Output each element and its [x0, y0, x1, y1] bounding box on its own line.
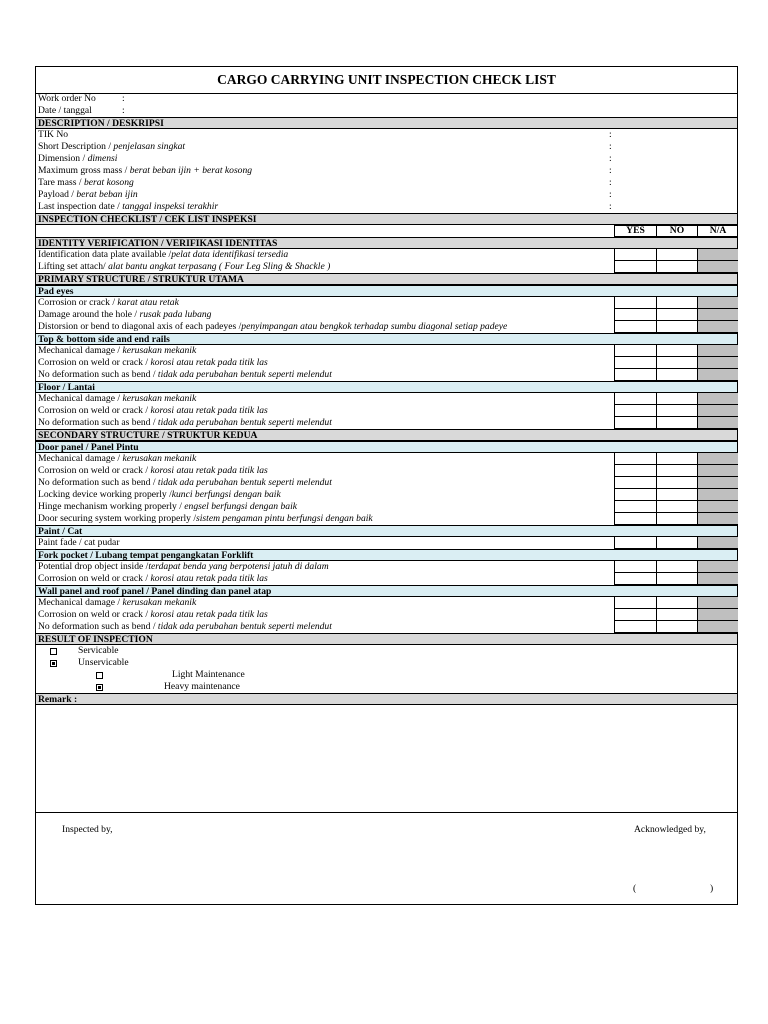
- field-italic: berat kosong: [83, 177, 134, 188]
- description-field: [36, 201, 737, 213]
- na-cell[interactable]: [697, 561, 738, 573]
- no-cell[interactable]: [656, 297, 697, 309]
- na-cell[interactable]: [697, 609, 738, 621]
- yes-cell[interactable]: [614, 249, 656, 261]
- yes-cell[interactable]: [614, 501, 656, 513]
- field-colon: :: [609, 165, 612, 176]
- checklist-heading: [36, 213, 737, 225]
- column-header-yes: YES: [614, 225, 656, 237]
- check-item: [36, 393, 737, 405]
- item-text: Corrosion on weld or crack /: [38, 609, 151, 620]
- check-item: [36, 513, 737, 525]
- item-text: Hinge mechanism working properly /: [38, 501, 185, 512]
- field-colon: :: [609, 177, 612, 188]
- no-cell[interactable]: [656, 537, 697, 549]
- no-cell[interactable]: [656, 453, 697, 465]
- check-item: [36, 621, 737, 633]
- field-label: Date / tanggal: [38, 105, 92, 116]
- na-cell[interactable]: [697, 597, 738, 609]
- check-item: [36, 249, 737, 261]
- yes-cell[interactable]: [614, 309, 656, 321]
- answer-cells: [614, 537, 738, 549]
- na-cell[interactable]: [697, 513, 738, 525]
- check-item: [36, 489, 737, 501]
- item-text: Lifting set attach/: [38, 261, 109, 272]
- yes-cell[interactable]: [614, 261, 656, 273]
- na-cell[interactable]: [697, 537, 738, 549]
- item-text: Damage around the hole /: [38, 309, 140, 320]
- item-italic: engsel berfungsi dengan baik: [184, 501, 297, 512]
- field-colon: :: [609, 141, 612, 152]
- item-text: Paint fade / cat pudar: [38, 537, 120, 548]
- light-checkbox[interactable]: [96, 672, 103, 679]
- remark-area[interactable]: [36, 705, 737, 812]
- answer-cells: [614, 345, 738, 357]
- yes-cell[interactable]: [614, 369, 656, 381]
- no-cell[interactable]: [656, 513, 697, 525]
- signature-paren-close: ): [710, 883, 714, 894]
- check-item: [36, 501, 737, 513]
- item-italic: tidak ada perubahan bentuk seperti melendut: [157, 477, 332, 488]
- description-field: [36, 129, 737, 141]
- check-item: [36, 345, 737, 357]
- servicable-label: Servicable: [78, 645, 119, 656]
- checklist-form: [35, 66, 738, 905]
- check-item: [36, 405, 737, 417]
- check-item: [36, 297, 737, 309]
- item-text: Corrosion or crack /: [38, 297, 118, 308]
- description-heading-label: DESCRIPTION / DESKRIPSI: [38, 118, 164, 129]
- field-colon: :: [609, 201, 612, 212]
- answer-cells: [614, 561, 738, 573]
- na-cell[interactable]: [697, 249, 738, 261]
- item-text: Door securing system working properly /: [38, 513, 197, 524]
- unservicable-checkbox[interactable]: [50, 660, 57, 667]
- item-italic: kunci berfungsi dengan baik: [171, 489, 281, 500]
- item-text: Mechanical damage /: [38, 453, 123, 464]
- item-text: Identification data plate available /: [38, 249, 172, 260]
- na-cell[interactable]: [697, 345, 738, 357]
- no-cell[interactable]: [656, 609, 697, 621]
- yes-cell[interactable]: [614, 393, 656, 405]
- secondary-heading-label: SECONDARY STRUCTURE / STRUKTUR KEDUA: [38, 430, 258, 441]
- header-field-0: [36, 93, 737, 105]
- field-colon: :: [122, 105, 125, 116]
- check-item: [36, 609, 737, 621]
- group-heading-label: Paint / Cat: [38, 526, 83, 537]
- item-italic: karat atau retak: [117, 297, 179, 308]
- item-italic: alat bantu angkat terpasang ( Four Leg Sling & Shackle ): [108, 261, 331, 272]
- field-italic: berat beban ijin + berat kosong: [129, 165, 253, 176]
- na-cell[interactable]: [697, 573, 738, 585]
- na-cell[interactable]: [697, 501, 738, 513]
- field-italic: penjelasan singkat: [113, 141, 186, 152]
- field-colon: :: [609, 189, 612, 200]
- answer-cells: [614, 597, 738, 609]
- check-item: [36, 417, 737, 429]
- no-cell[interactable]: [656, 465, 697, 477]
- field-label: Maximum gross mass /: [38, 165, 130, 176]
- na-cell[interactable]: [697, 297, 738, 309]
- group-heading: [36, 333, 737, 345]
- column-header-na: N/A: [697, 225, 738, 237]
- item-italic: tidak ada perubahan bentuk seperti melendut: [157, 417, 332, 428]
- remark-heading: [36, 693, 737, 705]
- item-italic: korosi atau retak pada titik las: [150, 609, 268, 620]
- field-italic: berat beban ijin: [76, 189, 138, 200]
- no-cell[interactable]: [656, 501, 697, 513]
- yes-cell[interactable]: [614, 597, 656, 609]
- no-cell[interactable]: [656, 309, 697, 321]
- item-italic: penyimpangan atau bengkok terhadap sumbu diagonal setiap padeye: [241, 321, 508, 332]
- answer-cells: [614, 297, 738, 309]
- acknowledged-by-label: Acknowledged by,: [634, 824, 706, 835]
- result-heading: [36, 633, 737, 645]
- check-item: [36, 369, 737, 381]
- na-cell[interactable]: [697, 309, 738, 321]
- yes-cell[interactable]: [614, 405, 656, 417]
- signature-paren-open: (: [633, 883, 637, 894]
- item-text: Corrosion on weld or crack /: [38, 357, 151, 368]
- na-cell[interactable]: [697, 621, 738, 633]
- item-italic: korosi atau retak pada titik las: [150, 405, 268, 416]
- field-label: Last inspection date /: [38, 201, 123, 212]
- heavy-checkbox[interactable]: [96, 684, 103, 691]
- na-cell[interactable]: [697, 393, 738, 405]
- group-heading: [36, 585, 737, 597]
- group-heading: [36, 381, 737, 393]
- item-italic: kerusakan mekanik: [122, 453, 197, 464]
- no-cell[interactable]: [656, 621, 697, 633]
- field-label: Short Description /: [38, 141, 114, 152]
- group-heading-label: Top & bottom side and end rails: [38, 334, 170, 345]
- yes-cell[interactable]: [614, 345, 656, 357]
- field-label: TIK No: [38, 129, 69, 140]
- item-text: No deformation such as bend /: [38, 369, 158, 380]
- no-cell[interactable]: [656, 573, 697, 585]
- no-cell[interactable]: [656, 321, 697, 333]
- yes-cell[interactable]: [614, 417, 656, 429]
- description-field: [36, 165, 737, 177]
- group-heading: [36, 549, 737, 561]
- check-item: [36, 573, 737, 585]
- yes-cell[interactable]: [614, 609, 656, 621]
- no-cell[interactable]: [656, 345, 697, 357]
- field-italic: tanggal inspeksi terakhir: [122, 201, 219, 212]
- answer-cells: [614, 369, 738, 381]
- item-italic: korosi atau retak pada titik las: [150, 465, 268, 476]
- column-header-row: [36, 225, 737, 237]
- answer-cells: [614, 477, 738, 489]
- item-text: Locking device working properly /: [38, 489, 172, 500]
- yes-cell[interactable]: [614, 489, 656, 501]
- check-item: [36, 561, 737, 573]
- check-item: [36, 597, 737, 609]
- check-item: [36, 357, 737, 369]
- item-text: No deformation such as bend /: [38, 477, 158, 488]
- check-item: [36, 453, 737, 465]
- unservicable-label: Unservicable: [78, 657, 129, 668]
- light-label: Light Maintenance: [172, 669, 245, 680]
- item-italic: korosi atau retak pada titik las: [150, 357, 268, 368]
- checklist-heading-label: INSPECTION CHECKLIST / CEK LIST INSPEKSI: [38, 214, 257, 225]
- inspected-by-label: Inspected by,: [62, 824, 113, 835]
- item-text: Corrosion on weld or crack /: [38, 405, 151, 416]
- check-item: [36, 537, 737, 549]
- answer-cells: [614, 513, 738, 525]
- secondary-heading: [36, 429, 737, 441]
- description-field: [36, 153, 737, 165]
- item-text: Corrosion on weld or crack /: [38, 573, 151, 584]
- answer-cells: [614, 357, 738, 369]
- field-label: Tare mass /: [38, 177, 84, 188]
- description-heading: [36, 117, 737, 129]
- field-label: Dimension /: [38, 153, 88, 164]
- check-item: [36, 465, 737, 477]
- answer-cells: [614, 261, 738, 273]
- group-heading: [36, 441, 737, 453]
- servicable-checkbox[interactable]: [50, 648, 57, 655]
- primary-heading-label: PRIMARY STRUCTURE / STRUKTUR UTAMA: [38, 274, 244, 285]
- remark-heading-label: Remark :: [38, 694, 78, 705]
- item-italic: tidak ada perubahan bentuk seperti melendut: [157, 369, 332, 380]
- identity-heading: [36, 237, 737, 249]
- field-label: Payload /: [38, 189, 77, 200]
- yes-cell[interactable]: [614, 453, 656, 465]
- no-cell[interactable]: [656, 489, 697, 501]
- result-heading-label: RESULT OF INSPECTION: [38, 634, 153, 645]
- na-cell[interactable]: [697, 453, 738, 465]
- group-heading-label: Door panel / Panel Pintu: [38, 442, 139, 453]
- item-text: No deformation such as bend /: [38, 621, 158, 632]
- group-heading: [36, 525, 737, 537]
- yes-cell[interactable]: [614, 573, 656, 585]
- yes-cell[interactable]: [614, 477, 656, 489]
- group-heading: [36, 285, 737, 297]
- description-field: [36, 177, 737, 189]
- answer-cells: [614, 393, 738, 405]
- item-italic: pelat data identifikasi tersedia: [171, 249, 289, 260]
- answer-cells: [614, 309, 738, 321]
- item-text: Corrosion on weld or crack /: [38, 465, 151, 476]
- field-colon: :: [122, 93, 125, 104]
- yes-cell[interactable]: [614, 621, 656, 633]
- na-cell[interactable]: [697, 477, 738, 489]
- answer-cells: [614, 321, 738, 333]
- yes-cell[interactable]: [614, 561, 656, 573]
- no-cell[interactable]: [656, 561, 697, 573]
- check-item: [36, 321, 737, 333]
- item-text: Potential drop object inside /: [38, 561, 149, 572]
- na-cell[interactable]: [697, 405, 738, 417]
- primary-heading: [36, 273, 737, 285]
- item-italic: terdapat benda yang berpotensi jatuh di dalam: [148, 561, 329, 572]
- check-item: [36, 477, 737, 489]
- check-item: [36, 309, 737, 321]
- header-field-1: [36, 105, 737, 117]
- answer-cells: [614, 465, 738, 477]
- yes-cell[interactable]: [614, 321, 656, 333]
- form-title: CARGO CARRYING UNIT INSPECTION CHECK LIST: [36, 67, 737, 94]
- check-item: [36, 261, 737, 273]
- group-heading-label: Fork pocket / Lubang tempat pengangkatan Forklift: [38, 550, 254, 561]
- field-italic: dimensi: [87, 153, 118, 164]
- no-cell[interactable]: [656, 405, 697, 417]
- column-header-no: NO: [656, 225, 697, 237]
- group-heading-label: Wall panel and roof panel / Panel dinding dan panel atap: [38, 586, 272, 597]
- no-cell[interactable]: [656, 249, 697, 261]
- na-cell[interactable]: [697, 489, 738, 501]
- yes-cell[interactable]: [614, 297, 656, 309]
- no-cell[interactable]: [656, 477, 697, 489]
- no-cell[interactable]: [656, 357, 697, 369]
- field-colon: :: [609, 129, 612, 140]
- yes-cell[interactable]: [614, 465, 656, 477]
- answer-cells: [614, 489, 738, 501]
- remark-divider: [36, 812, 737, 813]
- yes-cell[interactable]: [614, 513, 656, 525]
- no-cell[interactable]: [656, 261, 697, 273]
- answer-cells: [614, 573, 738, 585]
- no-cell[interactable]: [656, 393, 697, 405]
- item-italic: kerusakan mekanik: [122, 345, 197, 356]
- no-cell[interactable]: [656, 597, 697, 609]
- na-cell[interactable]: [697, 321, 738, 333]
- item-italic: tidak ada perubahan bentuk seperti melendut: [157, 621, 332, 632]
- yes-cell[interactable]: [614, 357, 656, 369]
- item-italic: sistem pengaman pintu berfungsi dengan baik: [196, 513, 373, 524]
- field-label: Work order No: [38, 93, 96, 104]
- group-heading-label: Floor / Lantai: [38, 382, 95, 393]
- field-colon: :: [609, 153, 612, 164]
- identity-heading-label: IDENTITY VERIFICATION / VERIFIKASI IDENTITAS: [38, 238, 278, 249]
- group-heading-label: Pad eyes: [38, 286, 74, 297]
- description-field: [36, 141, 737, 153]
- answer-cells: [614, 405, 738, 417]
- na-cell[interactable]: [697, 465, 738, 477]
- item-italic: kerusakan mekanik: [122, 393, 197, 404]
- answer-cells: [614, 621, 738, 633]
- item-text: Mechanical damage /: [38, 345, 123, 356]
- na-cell[interactable]: [697, 417, 738, 429]
- no-cell[interactable]: [656, 417, 697, 429]
- description-field: [36, 189, 737, 201]
- item-italic: korosi atau retak pada titik las: [150, 573, 268, 584]
- answer-cells: [614, 501, 738, 513]
- no-cell[interactable]: [656, 369, 697, 381]
- item-text: Mechanical damage /: [38, 597, 123, 608]
- answer-cells: [614, 453, 738, 465]
- na-cell[interactable]: [697, 369, 738, 381]
- answer-cells: [614, 417, 738, 429]
- item-italic: kerusakan mekanik: [122, 597, 197, 608]
- item-text: Mechanical damage /: [38, 393, 123, 404]
- answer-cells: [614, 609, 738, 621]
- answer-cells: [614, 249, 738, 261]
- heavy-label: Heavy maintenance: [164, 681, 240, 692]
- na-cell[interactable]: [697, 357, 738, 369]
- item-text: No deformation such as bend /: [38, 417, 158, 428]
- item-text: Distorsion or bend to diagonal axis of each padeyes /: [38, 321, 242, 332]
- item-italic: rusak pada lubang: [139, 309, 212, 320]
- na-cell[interactable]: [697, 261, 738, 273]
- yes-cell[interactable]: [614, 537, 656, 549]
